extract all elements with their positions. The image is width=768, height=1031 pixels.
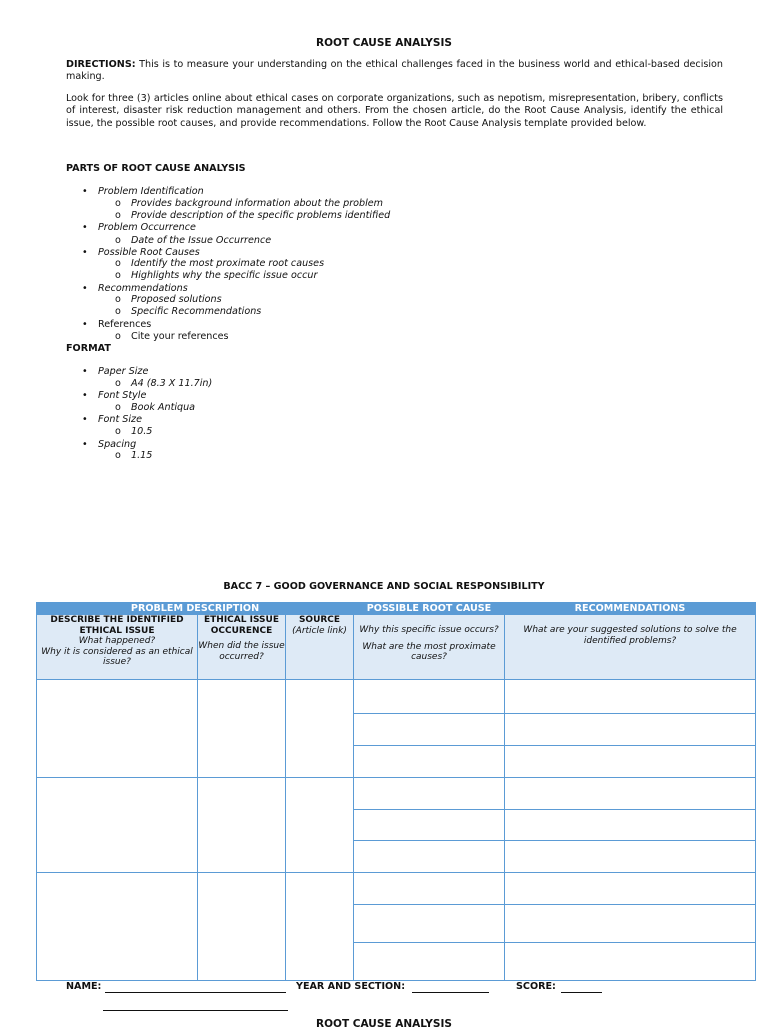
table-cell-recommendation[interactable]: [505, 714, 756, 746]
table-cell-root-cause[interactable]: [354, 746, 505, 778]
parts-subitem: Provide description of the specific problems identified: [131, 210, 391, 221]
parts-subitem: Cite your references: [131, 331, 229, 342]
table-row: [37, 873, 756, 905]
table-cell-root-cause[interactable]: [354, 873, 505, 905]
directions-label: DIRECTIONS:: [66, 59, 136, 70]
table-header-row: [37, 603, 756, 615]
format-subitem: A4 (8.3 X 11.7in): [131, 378, 213, 389]
name-field-line[interactable]: [105, 992, 286, 993]
table-cell-root-cause[interactable]: [354, 680, 505, 714]
bullet: •: [82, 366, 88, 377]
table-subheader-row: [37, 615, 756, 680]
bullet: •: [82, 247, 88, 258]
subheader-question: When did the issue occurred?: [198, 641, 285, 662]
table-cell-recommendation[interactable]: [505, 810, 756, 841]
subheader-recommendations: [505, 615, 756, 680]
year-section-field-line[interactable]: [412, 992, 489, 993]
format-heading: FORMAT: [66, 343, 111, 354]
year-section-label: YEAR AND SECTION:: [296, 981, 406, 992]
sub-bullet: o: [115, 378, 121, 389]
name-label: NAME:: [66, 981, 102, 992]
table-cell-occurrence[interactable]: [198, 873, 286, 981]
parts-subitem: Provides background information about the problem: [131, 198, 384, 209]
header-problem-description: PROBLEM DESCRIPTION: [37, 603, 354, 615]
rca-template-table: [36, 602, 756, 981]
table-cell-source[interactable]: [286, 680, 354, 778]
subheader-question: What are the most proximate causes?: [362, 641, 496, 663]
page-title: ROOT CAUSE ANALYSIS: [316, 37, 452, 49]
sub-bullet: o: [115, 210, 121, 221]
table-cell-recommendation[interactable]: [505, 746, 756, 778]
table-cell-root-cause[interactable]: [354, 841, 505, 873]
parts-item-label: Problem Occurrence: [98, 222, 196, 233]
sub-bullet: o: [115, 402, 121, 413]
table-cell-issue[interactable]: [37, 873, 198, 981]
sub-bullet: o: [115, 294, 121, 305]
table-cell-root-cause[interactable]: [354, 714, 505, 746]
parts-item-label: Possible Root Causes: [98, 247, 200, 258]
score-field-line[interactable]: [561, 992, 602, 993]
format-item-label: Font Style: [98, 390, 147, 401]
table-row: [37, 680, 756, 714]
score-label: SCORE:: [516, 981, 556, 992]
parts-subitem: Specific Recommendations: [131, 306, 262, 317]
table-cell-root-cause[interactable]: [354, 810, 505, 841]
table-cell-issue[interactable]: [37, 680, 198, 778]
parts-subitem: Proposed solutions: [131, 294, 222, 305]
directions-paragraph: [66, 59, 723, 84]
format-subitem: Book Antiqua: [131, 402, 196, 413]
table-cell-root-cause[interactable]: [354, 778, 505, 810]
format-subitem: 10.5: [131, 426, 153, 437]
bullet: •: [82, 222, 88, 233]
table-cell-recommendation[interactable]: [505, 873, 756, 905]
name-field-line-continued[interactable]: [103, 1010, 288, 1011]
parts-item-label: Recommendations: [98, 283, 188, 294]
subheader-bold: SOURCE: [298, 615, 341, 625]
table-cell-source[interactable]: [286, 778, 354, 873]
subheader-describe-issue: [37, 615, 198, 680]
table-cell-recommendation[interactable]: [505, 778, 756, 810]
subheader-source: [286, 615, 354, 680]
parts-subitem: Date of the Issue Occurrence: [131, 235, 272, 246]
instructions-paragraph: Look for three (3) articles online about ethical cases on corporate organizations, such as nepotism, misrepresentation, bribery, conflicts of interest, disaster risk reduction management and others. From the chosen article, do the Root Cause Analysis, identify the ethical issue, the possible root causes, and provide recommendations. Follow the Root Cause Analysis template provided below.: [66, 93, 723, 129]
bullet: •: [82, 186, 88, 197]
sub-bullet: o: [115, 258, 121, 269]
bullet: •: [82, 283, 88, 294]
directions-text: This is to measure your understanding on the ethical challenges faced in the business world and ethical-based decision making.: [66, 59, 723, 83]
sub-bullet: o: [115, 235, 121, 246]
format-subitem: 1.15: [131, 450, 153, 461]
format-item-label: Paper Size: [98, 366, 149, 377]
table-cell-issue[interactable]: [37, 778, 198, 873]
sub-bullet: o: [115, 426, 121, 437]
subheader-question: Why it is considered as an ethical issue?: [41, 646, 193, 668]
sub-bullet: o: [115, 198, 121, 209]
sub-bullet: o: [115, 450, 121, 461]
parts-heading: PARTS OF ROOT CAUSE ANALYSIS: [66, 163, 246, 174]
table-cell-recommendation[interactable]: [505, 943, 756, 981]
header-possible-root-cause: POSSIBLE ROOT CAUSE: [354, 603, 505, 615]
subheader-root-cause: [354, 615, 505, 680]
header-recommendations: RECOMMENDATIONS: [505, 603, 756, 615]
bullet: •: [82, 319, 88, 330]
table-cell-recommendation[interactable]: [505, 905, 756, 943]
subheader-note: (Article link): [292, 625, 347, 636]
bullet: •: [82, 439, 88, 450]
parts-item-label: Problem Identification: [98, 186, 204, 197]
bullet: •: [82, 414, 88, 425]
table-cell-source[interactable]: [286, 873, 354, 981]
subheader-question: What happened?: [78, 636, 156, 647]
subheader-bold: DESCRIBE THE IDENTIFIED ETHICAL ISSUE: [50, 615, 184, 636]
table-cell-occurrence[interactable]: [198, 680, 286, 778]
sub-bullet: o: [115, 306, 121, 317]
parts-subitem: Identify the most proximate root causes: [131, 258, 325, 269]
subheader-occurrence: [198, 615, 286, 680]
next-page-title: ROOT CAUSE ANALYSIS: [316, 1018, 452, 1030]
table-cell-occurrence[interactable]: [198, 778, 286, 873]
parts-subitem: Highlights why the specific issue occur: [131, 270, 318, 281]
table-cell-root-cause[interactable]: [354, 905, 505, 943]
table-row: [37, 778, 756, 810]
bullet: •: [82, 390, 88, 401]
subheader-question: Why this specific issue occurs?: [359, 625, 499, 635]
table-cell-root-cause[interactable]: [354, 943, 505, 981]
subheader-question: What are your suggested solutions to solve the identified problems?: [523, 625, 737, 646]
table-title: BACC 7 – GOOD GOVERNANCE AND SOCIAL RESPONSIBILITY: [223, 581, 545, 592]
subheader-bold: ETHICAL ISSUE OCCURENCE: [204, 615, 279, 636]
sub-bullet: o: [115, 270, 121, 281]
table-cell-recommendation[interactable]: [505, 680, 756, 714]
sub-bullet: o: [115, 331, 121, 342]
parts-item-label: References: [98, 319, 152, 330]
format-item-label: Font Size: [98, 414, 142, 425]
table-cell-recommendation[interactable]: [505, 841, 756, 873]
format-item-label: Spacing: [98, 439, 137, 450]
